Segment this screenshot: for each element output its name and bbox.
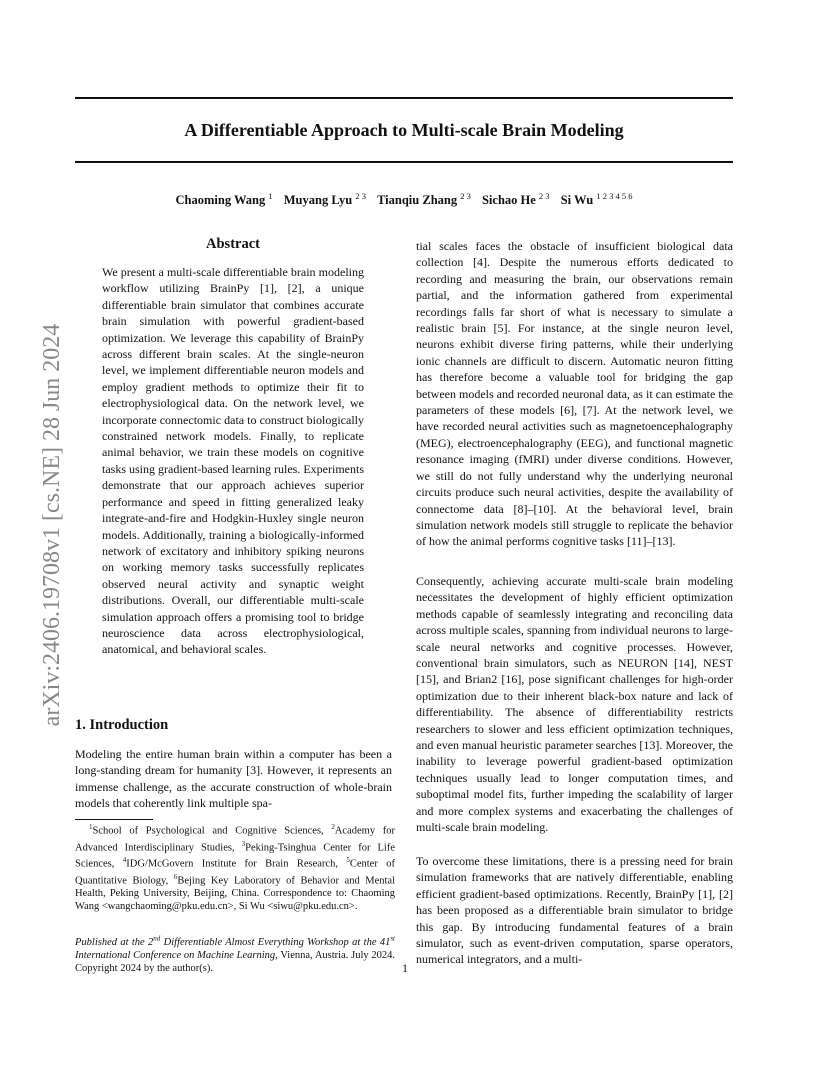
publication-note (75, 932, 395, 976)
author (482, 193, 550, 207)
author-affiliation-mark: 2 3 (355, 191, 366, 201)
author-name: Tianqiu Zhang (377, 193, 458, 208)
abstract-text: We present a multi-scale differentiable brain modeling workflow utilizing BrainPy [1], [2], a unique differentiable brain simulator that combines accurate brain simulation with powerful gradient-based optimization. We leverage this capability of BrainPy across different brain scales. At the single-neuron level, we implement differentiable neuron models and employ gradient methods to optimize their fit to electrophysiological data. On the network level, we incorporate connectomic data to construct biologically constrained network models. Finally, to replicate animal behavior, we train these models on cognitive tasks using gradient-based learning rules. Experiments demonstrate that our approach achieves superior performance and speed in fitting generalized leaky integrate-and-fire and Hodgkin-Huxley single neuron models. Additionally, training a biologically-informed network of excitatory and inhibitory spiking neurons on working memory tasks successfully replicates observed neural activity and synaptic weight distributions. Overall, our differentiable multi-scale simulation approach offers a promising tool to bridge neuroscience data across electrophysiological, anatomical, and behavioral scales. (102, 265, 364, 657)
author (377, 193, 471, 207)
affiliation-text: School of Psychological and Cognitive Sciences, (92, 825, 332, 837)
author (284, 193, 366, 207)
body-paragraph: To overcome these limitations, there is a pressing need for brain simulation frameworks that are natively differentiable, enabling efficient gradient-based optimizations. Recently, BrainPy [1], [2] has been proposed as a differentiable brain simulator to bridge this gap. By introducing fundamental features of a brain simulator, such as event-driven computation, sparse operators, numerical integrators, and a multi- (416, 854, 733, 967)
page-number: 1 (402, 961, 408, 975)
affiliation-mark: 4 (122, 856, 127, 864)
correspondence-text: Correspondence to: Chaoming Wang <wangchaoming@pku.edu.cn>, Si Wu <siwu@pku.edu.cn>. (75, 888, 395, 912)
author-name: Muyang Lyu (283, 193, 353, 208)
paper-title: A Differentiable Approach to Multi-scale Brain Modeling (184, 120, 624, 140)
author-name: Sichao He (481, 193, 536, 208)
body-paragraph: tial scales faces the obstacle of insufficient biological data collection [4]. Despite the numerous efforts dedicated to recording and measuring the brain, our observations remain partial, and the information gathered from experimental recordings falls far short of what is necessary to simulate a realistic brain [5]. For instance, at the single neuron level, neurons exhibit diverse firing patterns, while their underlying ionic channels are difficult to discern. Automatic neuron fitting has therefore become a valuable tool for bridging the gap between models and recorded neuronal data, as it can estimate the parameters of these models [6], [7]. At the network level, we have recorded neural activities such as magnetoencephalography (MEG), electroencephalography (EEG), and functional magnetic resonance imaging (fMRI) under diverse conditions. However, we still do not fully understand why the underlying neuronal circuits produce such neural activities, despite the availability of connectome data [8]–[10]. At the behavioral level, brain simulation network models still struggle to replicate the behavior of how the animal performs cognitive tasks [11]–[13]. (416, 239, 733, 549)
affiliation-text: Center of Quantitative Biology, (75, 858, 395, 886)
author-name: Si Wu (560, 193, 594, 208)
publication-venue-text: Differentiable Almost Everything Workshop at the 41 (160, 936, 391, 948)
author-affiliation-mark: 2 3 (460, 191, 471, 201)
body-paragraph: Consequently, achieving accurate multi-scale brain modeling necessitates the development of highly efficient optimization methods capable of seamlessly integrating and reconciling data across multiple scales, spanning from individual neurons to large-scale neural networks and cognitive processes. However, conventional brain simulators, such as NEURON [14], NEST [15], and Brian2 [16], pose significant challenges for high-order optimization due to their inherent black-box nature and lack of differentiability. The absence of differentiability restricts researchers to slower and less efficient optimization techniques, and even manual heuristic parameter searches [13]. Moreover, the inability to leverage powerful gradient-based optimization techniques usually lead to longer computation times, and suboptimal model fits, further impeding the scalability of larger and more complex systems and exacerbating the challenges of multi-scale brain modeling. (416, 574, 733, 835)
affiliation-mark: 6 (173, 872, 178, 881)
author-name: Chaoming Wang (175, 193, 266, 208)
affiliation-mark: 5 (346, 856, 350, 864)
title-bottom-rule (75, 161, 733, 163)
introduction-text: Modeling the entire human brain within a computer has been a long-standing dream for humanity [3]. However, it represents an immense challenge, as the accurate construction of whole-brain models that coherently link multiple spa- (75, 747, 392, 811)
author (561, 193, 633, 207)
publication-venue-text: International Conference on Machine Learning (75, 949, 276, 961)
arxiv-identifier-stamp: arXiv:2406.19708v1 [cs.NE] 28 Jun 2024 (39, 323, 65, 727)
publication-location-text: , Vienna, Austria. July 2024. Copyright 2024 by the author(s). (75, 949, 395, 975)
affiliation-mark: 3 (241, 839, 246, 848)
affiliation-text: Peking-Tsinghua Center for Life Sciences, (75, 842, 395, 870)
affiliations-footnote (75, 821, 395, 913)
affiliation-mark: 1 (89, 823, 93, 831)
author-list (75, 191, 733, 208)
author-affiliation-mark: 1 2 3 4 5 6 (596, 191, 633, 201)
affiliation-text: Academy for Advanced Interdisciplinary Studies, (75, 825, 395, 853)
author-affiliation-mark: 2 3 (538, 191, 550, 201)
publication-venue-text: Published at the 2 (75, 936, 154, 948)
author-affiliation-mark: 1 (268, 191, 273, 201)
footnote-rule (75, 819, 153, 820)
introduction-heading: 1. Introduction (75, 717, 169, 733)
affiliation-mark: 2 (331, 823, 335, 831)
ordinal-suffix: st (390, 934, 395, 942)
ordinal-suffix: nd (153, 934, 161, 942)
author (176, 193, 273, 207)
abstract-heading: Abstract (206, 236, 260, 252)
top-rule (75, 97, 733, 99)
affiliation-text: IDG/McGovern Institute for Brain Research, (126, 858, 347, 870)
affiliation-text: Bejing Key Laboratory of Behavior and Mental Health, Peking University, Beijing, China. (75, 875, 395, 899)
